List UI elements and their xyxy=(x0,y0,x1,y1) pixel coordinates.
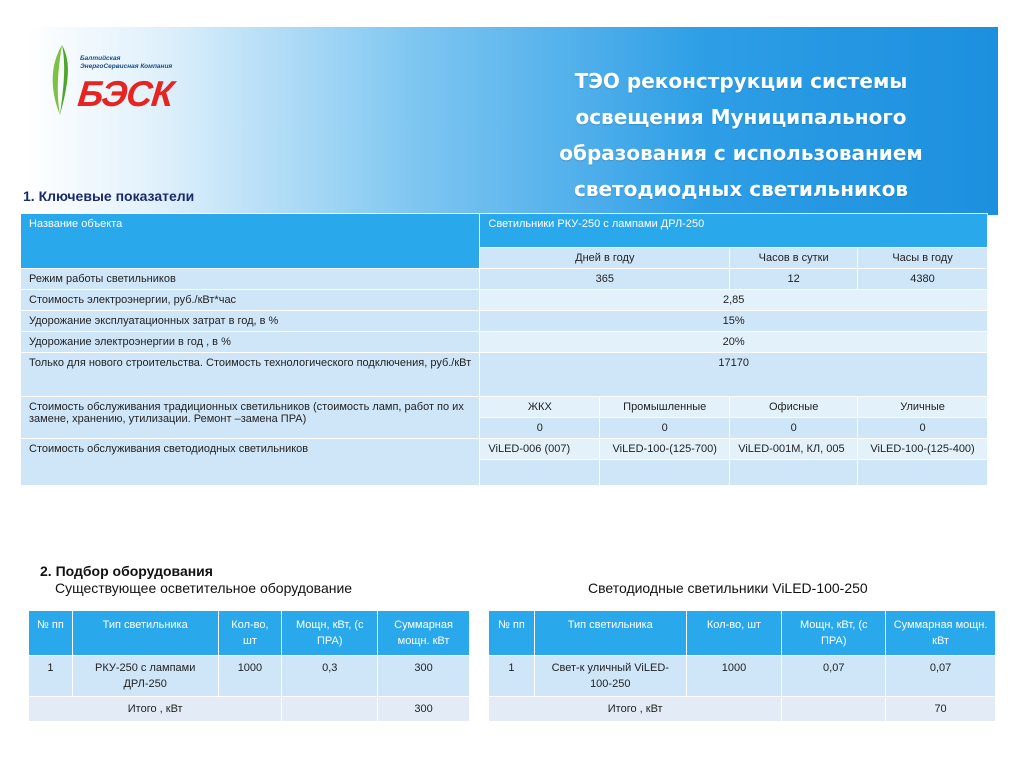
table-header-row xyxy=(489,611,996,656)
category-header: Промышленные xyxy=(600,397,730,418)
title-banner xyxy=(26,27,998,215)
total-row xyxy=(489,697,996,722)
row-value: 365 xyxy=(480,269,730,290)
category-header: Уличные xyxy=(858,397,988,418)
section1-heading: 1. Ключевые показатели xyxy=(23,188,195,204)
total-value: 300 xyxy=(378,697,470,722)
col-header: Кол-во, шт xyxy=(218,611,282,656)
col-header: № пп xyxy=(489,611,535,656)
empty-cell xyxy=(480,460,600,486)
empty-cell xyxy=(730,460,858,486)
days-col-header: Дней в году xyxy=(480,248,730,269)
total-label: Итого , кВт xyxy=(489,697,782,722)
company-name-line2: ЭнергоСервисная Компания xyxy=(80,63,173,70)
cell: 0,07 xyxy=(782,656,886,697)
col-header: Тип светильника xyxy=(534,611,686,656)
table-row xyxy=(21,269,988,290)
cell: 0,07 xyxy=(886,656,996,697)
cell: Свет-к уличный ViLED-100-250 xyxy=(534,656,686,697)
col-header: № пп xyxy=(29,611,73,656)
col-header: Мощн, кВт, (с ПРА) xyxy=(782,611,886,656)
company-logo xyxy=(48,45,188,115)
empty-cell xyxy=(782,697,886,722)
cell: 1000 xyxy=(218,656,282,697)
cell: РКУ-250 с лампами ДРЛ-250 xyxy=(72,656,218,697)
key-indicators-table xyxy=(20,213,988,486)
cell: 1000 xyxy=(686,656,782,697)
col-header: Мощн, кВт, (с ПРА) xyxy=(282,611,378,656)
page-title: ТЭО реконструкции системы освещения Муниципального образования с использованием светодиодных светильников xyxy=(559,69,923,201)
row-value: 2,85 xyxy=(480,290,988,311)
row-value: 0 xyxy=(600,418,730,439)
table-header-row xyxy=(21,214,988,248)
cell: 1 xyxy=(489,656,535,697)
led-equipment-title: Светодиодные светильники ViLED-100-250 xyxy=(588,580,868,596)
col-header: Суммарная мощн. кВт xyxy=(378,611,470,656)
section2-heading: 2. Подбор оборудования xyxy=(40,563,213,579)
table-row xyxy=(21,290,988,311)
existing-equipment-table xyxy=(28,610,470,722)
table-row xyxy=(21,439,988,460)
table-row xyxy=(489,656,996,697)
col-header: Кол-во, шт xyxy=(686,611,782,656)
hours-day-col-header: Часов в сутки xyxy=(730,248,858,269)
row-value: 15% xyxy=(480,311,988,332)
cell: 0,3 xyxy=(282,656,378,697)
row-label: Удорожание эксплуатационных затрат в год, в % xyxy=(21,311,480,332)
row-value: 20% xyxy=(480,332,988,353)
luminaire-header: Светильники РКУ-250 с лампами ДРЛ-250 xyxy=(480,214,988,248)
table-header-row xyxy=(29,611,470,656)
row-label: Стоимость обслуживания традиционных светильников (стоимость ламп, работ по их замене, хранению, утилизации. Ремонт –замена ПРА) xyxy=(21,397,480,439)
brand-wordmark: БЭСК xyxy=(75,73,175,114)
table-row xyxy=(21,353,988,397)
row-label: Режим работы светильников xyxy=(21,269,480,290)
col-header: Суммарная мощн. кВт xyxy=(886,611,996,656)
row-value: 0 xyxy=(858,418,988,439)
total-row xyxy=(29,697,470,722)
led-model: ViLED-006 (007) xyxy=(480,439,600,460)
leaf-icon xyxy=(50,45,72,115)
table-row xyxy=(21,311,988,332)
led-model: ViLED-100-(125-400) xyxy=(858,439,988,460)
col-header: Тип светильника xyxy=(72,611,218,656)
row-label: Только для нового строительства. Стоимость технологического подключения, руб./кВт xyxy=(21,353,480,397)
row-value: 0 xyxy=(730,418,858,439)
empty-cell xyxy=(600,460,730,486)
table-row xyxy=(21,332,988,353)
total-label: Итого , кВт xyxy=(29,697,282,722)
table-row xyxy=(21,397,988,418)
empty-cell xyxy=(282,697,378,722)
row-value: 4380 xyxy=(858,269,988,290)
category-header: ЖКХ xyxy=(480,397,600,418)
row-value: 0 xyxy=(480,418,600,439)
row-label: Стоимость электроэнергии, руб./кВт*час xyxy=(21,290,480,311)
category-header: Офисные xyxy=(730,397,858,418)
empty-cell xyxy=(858,460,988,486)
object-name-header: Название объекта xyxy=(21,214,480,269)
row-label: Удорожание электроэнергии в год , в % xyxy=(21,332,480,353)
hours-year-col-header: Часы в году xyxy=(858,248,988,269)
row-value: 17170 xyxy=(480,353,988,397)
cell: 1 xyxy=(29,656,73,697)
cell: 300 xyxy=(378,656,470,697)
existing-equipment-title: Существующее осветительное оборудование xyxy=(55,580,353,596)
company-name-line1: Балтийская xyxy=(80,55,121,62)
total-value: 70 xyxy=(886,697,996,722)
led-model: ViLED-001М, КЛ, 005 xyxy=(730,439,858,460)
table-row xyxy=(29,656,470,697)
row-value: 12 xyxy=(730,269,858,290)
led-equipment-table xyxy=(488,610,996,722)
company-name xyxy=(80,55,172,71)
led-model: ViLED-100-(125-700) xyxy=(600,439,730,460)
row-label: Стоимость обслуживания светодиодных светильников xyxy=(21,439,480,486)
